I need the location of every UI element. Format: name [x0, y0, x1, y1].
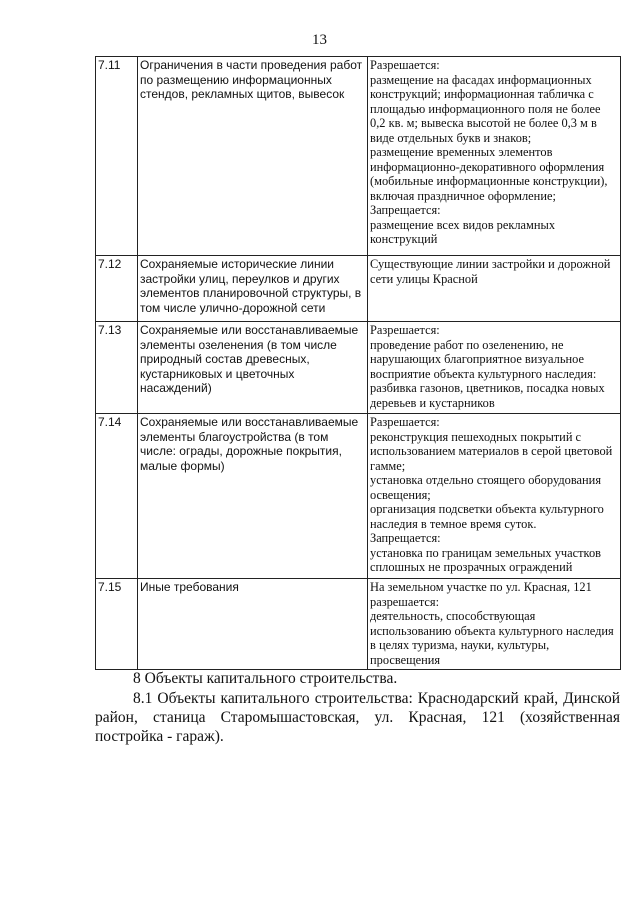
row-number: 7.11 [96, 57, 138, 256]
requirement-name: Ограничения в части проведения работ по размещению информационных стендов, рекламных щитов, вывесок [138, 57, 368, 256]
section-heading: 8 Объекты капитального строительства. [133, 670, 398, 687]
requirement-name: Сохраняемые или восстанавливаемые элементы благоустройства (в том числе: ограды, дорожные покрытия, малые формы) [138, 414, 368, 579]
regulation-line: размещение всех видов рекламных конструкций [370, 217, 556, 246]
row-number: 7.15 [96, 579, 138, 670]
regulation-line: На земельном участке по ул. Красная, 121 разрешается: [370, 580, 592, 609]
regulation-cell [368, 57, 621, 256]
row-number: 7.12 [96, 256, 138, 322]
requirement-name: Сохраняемые или восстанавливаемые элементы озеленения (в том числе природный состав древесных, кустарниковых и цветочных насаждений) [138, 322, 368, 414]
regulation-line: Существующие линии застройки и дорожной сети улицы Красной [370, 257, 611, 286]
regulation-cell [368, 579, 621, 670]
regulation-line: установка по границам земельных участков сплошных не прозрачных ограждений [370, 545, 601, 574]
table-row [96, 414, 621, 579]
row-number: 7.13 [96, 322, 138, 414]
regulation-cell [368, 256, 621, 322]
regulation-line: установка отдельно стоящего оборудования освещения; [370, 473, 602, 502]
regulation-line: Разрешается: [370, 58, 440, 72]
table-row [96, 322, 621, 414]
regulation-cell [368, 322, 621, 414]
table-row [96, 579, 621, 670]
regulation-line: проведение работ по озеленению, не нарушающих благоприятное визуальное восприятие объекта культурного наследия: разбивка газонов, цветников, посадка новых деревьев и кустарников [370, 337, 605, 410]
requirements-table [95, 56, 621, 670]
row-number: 7.14 [96, 414, 138, 579]
regulation-line: реконструкция пешеходных покрытий с использованием материалов в серой цветовой гамме; [370, 429, 613, 473]
regulation-line: размещение на фасадах информационных конструкций; информационная табличка с площадью информационного поля не более 0,2 кв. м; вывеска высотой не более 0,3 м в виде отдельных букв и знаков; [370, 72, 601, 145]
regulation-line: Запрещается: [370, 203, 441, 217]
table-row [96, 57, 621, 256]
regulation-cell [368, 414, 621, 579]
regulation-line: организация подсветки объекта культурного наследия в темное время суток. [370, 502, 604, 531]
page-number: 13 [312, 32, 327, 48]
regulation-line: Разрешается: [370, 415, 440, 429]
requirement-name: Сохраняемые исторические линии застройки улиц, переулков и других элементов планировочной структуры, в том числе улично-дорожной сети [138, 256, 368, 322]
table-row [96, 256, 621, 322]
regulation-line: деятельность, способствующая использованию объекта культурного наследия в целях туризма, науки, культуры, просвещения [370, 609, 614, 667]
requirement-name: Иные требования [138, 579, 368, 670]
section-paragraph: 8.1 Объекты капитального строительства: Краснодарский край, Динской район, станица Старомышастовская, ул. Красная, 121 (хозяйственная постройка - гараж). [95, 690, 620, 745]
regulation-line: Разрешается: [370, 323, 440, 337]
regulation-line: размещение временных элементов информационно-декоративного оформления (мобильные информационные конструкции), включая праздничное оформление; [370, 145, 608, 203]
regulation-line: Запрещается: [370, 531, 441, 545]
